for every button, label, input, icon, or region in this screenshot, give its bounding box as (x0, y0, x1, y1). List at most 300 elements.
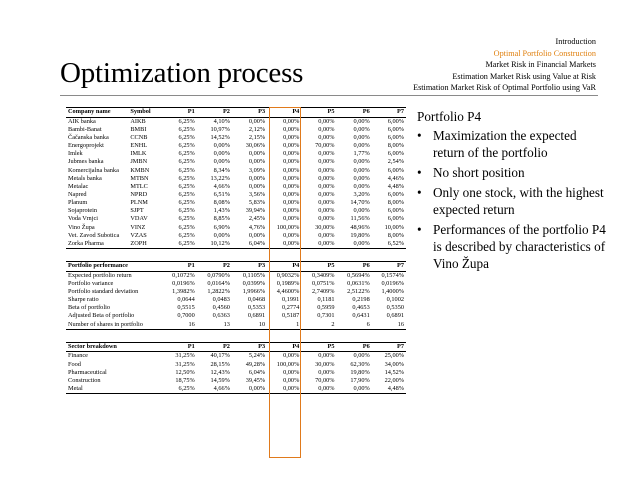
sector-row (66, 352, 406, 361)
table-cell: 0,00% (248, 231, 266, 239)
table-cell: 6,25% (163, 240, 197, 249)
table-cell: 6,25% (178, 117, 195, 125)
nav-item-1[interactable]: Introduction (555, 37, 596, 46)
table-cell: 11,56% (350, 215, 370, 223)
bullet-item (417, 127, 607, 161)
table-cell: 6,00% (387, 133, 404, 141)
table-cell: Vet. Zavod Subotica (68, 231, 120, 239)
table-cell: 0,00% (283, 199, 300, 207)
table-cell: 8,85% (213, 215, 230, 223)
table-cell (128, 304, 162, 312)
table-cell: 0,0483 (212, 296, 230, 304)
table-cell: 8,34% (213, 166, 230, 174)
table-cell: Bambi-Banat (68, 125, 102, 133)
table-cell: P7 (372, 342, 406, 352)
table-cell: 100,00% (276, 223, 300, 231)
table-cell: 6,25% (178, 191, 195, 198)
table-cell: P1 (163, 108, 197, 118)
table-cell: Napred (68, 191, 87, 198)
table-cell: 22,00% (384, 376, 404, 384)
table-cell: 30,00% (315, 360, 335, 368)
table-cell: 0,00% (318, 125, 335, 133)
bullet-icon: • (417, 165, 422, 180)
table-cell: Expected portfolio return (68, 271, 132, 279)
table-cell: 0,1002 (386, 296, 404, 304)
table-cell: P3 (232, 262, 267, 272)
table-cell: 6,00% (387, 166, 404, 174)
slide-title: Optimization process (60, 57, 304, 89)
bullet-text: Maximization the expected return of the portfolio (433, 128, 577, 160)
table-cell: P7 (372, 262, 406, 272)
table-cell: 0,00% (283, 158, 300, 166)
table-cell: 17,90% (350, 376, 370, 384)
table-cell: Pharmaceutical (68, 368, 107, 376)
table-cell: 0,00% (353, 166, 370, 174)
table-cell (128, 361, 162, 369)
bullet-item (417, 164, 607, 181)
explanation-panel (417, 108, 607, 275)
table-row (66, 175, 406, 183)
table-cell: 30,00% (315, 223, 335, 231)
table-cell: 0,1181 (317, 296, 335, 304)
table-cell: 0,0164% (207, 279, 230, 287)
table-cell: 0,00% (318, 368, 335, 376)
table-cell: 0,1989% (276, 279, 300, 287)
table-cell: 0,00% (283, 376, 300, 384)
table-cell: 0,1072% (172, 271, 195, 279)
table-cell: 70,00% (315, 376, 335, 384)
table-cell: Sojaprotein (68, 207, 98, 215)
bullet-list (417, 127, 607, 272)
table-cell: P5 (301, 342, 336, 352)
table-cell: 6,90% (213, 223, 230, 231)
table-cell: 0,00% (213, 158, 230, 166)
table-cell (128, 296, 162, 304)
table-cell: 0,00% (283, 166, 300, 174)
table-cell: 18,75% (175, 376, 195, 384)
table-cell: 0,1574% (381, 271, 404, 279)
table-cell: 0,0196% (172, 279, 195, 287)
table-row (66, 134, 406, 142)
table-cell: Imlek (68, 150, 83, 158)
table-cell: P4 (267, 342, 301, 352)
table-cell: 5,83% (248, 199, 266, 207)
table-cell: ZOPH (128, 240, 162, 249)
table-cell: 0,1991 (282, 296, 300, 304)
table-cell: Adjusted Beta of portfolio (68, 312, 135, 320)
table-cell: P5 (301, 108, 336, 118)
sector-row (66, 377, 406, 385)
sector-row (66, 369, 406, 377)
table-cell: 0,00% (353, 158, 370, 166)
table-cell: 0,00% (301, 385, 336, 394)
table-cell: 0,0631% (347, 279, 370, 287)
table-cell: KMBN (130, 166, 150, 174)
table-cell: 4,66% (197, 385, 232, 394)
table-cell: 0,00% (283, 215, 300, 223)
table-cell (128, 280, 162, 288)
table-row (66, 158, 406, 166)
table-cell: 13,22% (210, 174, 230, 182)
table-cell: 19,80% (350, 368, 370, 376)
table-cell: 0,00% (283, 150, 300, 158)
table-cell: 6,25% (178, 174, 195, 182)
table-cell: 6,00% (387, 150, 404, 158)
table-cell: 0,00% (283, 125, 300, 133)
table-cell: 6,25% (178, 166, 195, 174)
table-cell: 0,0790% (207, 271, 230, 279)
table-cell: 0,5187 (282, 312, 300, 320)
table-row (66, 183, 406, 191)
table-cell: Metalac (68, 182, 89, 190)
table-cell: P2 (197, 342, 232, 352)
table-cell: 0,5515 (177, 304, 195, 312)
table-cell: 2 (301, 321, 336, 330)
table-cell: 0,00% (353, 133, 370, 141)
table-cell: 0,00% (353, 142, 370, 150)
table-cell: 14,52% (384, 368, 404, 376)
table-cell: 0,4560 (212, 304, 230, 312)
table-cell: 6,04% (232, 240, 267, 249)
table-cell: 0,2198 (352, 296, 370, 304)
panel-heading: Portfolio P4 (417, 109, 482, 124)
table-cell: 4,48% (372, 385, 406, 394)
table-cell: 4,76% (248, 223, 266, 231)
table-cell: 6,52% (372, 240, 406, 249)
table-cell: 0,00% (318, 191, 335, 198)
table-cell: 0,00% (248, 174, 266, 182)
table-cell: Voda Vrnjci (68, 215, 98, 223)
table-cell (128, 377, 162, 385)
table-cell: 0,7301 (317, 312, 335, 320)
table-cell: 0,00% (353, 125, 370, 133)
table-cell: P5 (301, 262, 336, 272)
table-cell: 0,00% (213, 142, 230, 150)
table-row (66, 167, 406, 175)
table-cell: 2,45% (248, 215, 266, 223)
table-spacer (66, 249, 406, 262)
table-cell: 0,00% (318, 174, 335, 182)
table-cell: 1,4000% (381, 288, 404, 295)
table-cell: 0,00% (283, 133, 300, 141)
table-cell: 12,43% (210, 368, 230, 376)
table-cell: 2,7409% (311, 288, 335, 295)
table-cell: Energoprojekt (68, 142, 104, 150)
section-navigation (306, 36, 596, 94)
table-cell: 10,00% (384, 223, 404, 231)
table-cell (128, 342, 162, 352)
performance-row (66, 321, 406, 330)
table-cell: 6,25% (163, 385, 197, 394)
table-cell: 4,4600% (276, 288, 300, 295)
table-cell: VINZ (130, 223, 146, 231)
table-cell: 40,17% (210, 352, 230, 360)
table-cell: 3,09% (248, 166, 266, 174)
table-cell: JMBN (130, 158, 148, 166)
bullet-text: Performances of the portfolio P4 is described by characteristics of Vino Župa (433, 222, 606, 271)
table-cell: P1 (163, 262, 197, 272)
table-cell: 0,00% (248, 182, 266, 190)
nav-item-3[interactable]: Market Risk in Financial Markets (485, 60, 596, 70)
table-cell: Construction (68, 376, 101, 384)
table-cell: MTBN (130, 174, 149, 182)
table-cell: 0,00% (283, 191, 300, 198)
table-cell: 6,00% (387, 215, 404, 223)
table-cell: 6 (337, 321, 372, 330)
table-cell (128, 271, 162, 280)
performance-row (66, 280, 406, 288)
table-cell: 8,00% (387, 142, 404, 150)
table-cell: Company name (66, 108, 128, 118)
table-cell: P6 (337, 108, 372, 118)
bullet-text: Only one stock, with the highest expected return (433, 185, 604, 217)
table-cell (128, 262, 162, 272)
performance-row (66, 312, 406, 320)
table-cell (128, 369, 162, 377)
table-cell: 0,00% (283, 231, 300, 239)
table-cell: 0,00% (337, 240, 372, 249)
table-cell: 6,25% (178, 125, 195, 133)
table-cell: 0,00% (353, 207, 370, 215)
table-cell: P2 (197, 108, 232, 118)
bullet-item (417, 184, 607, 218)
performance-row (66, 296, 406, 304)
table-cell: Beta of portfolio (68, 304, 110, 312)
table-cell: 0,0468 (247, 296, 266, 304)
table-cell: 0,6891 (386, 312, 404, 320)
table-cell: 0,3409% (311, 271, 335, 279)
table-cell: 0,00% (318, 117, 335, 125)
table-cell: 0,00% (353, 117, 370, 125)
table-cell: 100,00% (276, 360, 300, 368)
table-cell: 0,00% (318, 199, 335, 207)
table-cell: 6,25% (178, 133, 195, 141)
table-cell: P4 (267, 108, 301, 118)
table-cell: 0,2774 (282, 304, 300, 312)
table-cell: 0,00% (283, 174, 300, 182)
table-cell: 5,24% (248, 352, 266, 360)
table-cell: 0,1105% (242, 271, 266, 279)
table-cell: 6,00% (387, 191, 404, 198)
table-cell: 0,00% (283, 182, 300, 190)
table-cell: 6,00% (387, 207, 404, 215)
table-cell: 0,00% (232, 385, 267, 394)
performance-row (66, 304, 406, 312)
table-cell: 6,25% (178, 231, 195, 239)
table-cell: 19,80% (350, 231, 370, 239)
table-cell: 30,06% (245, 142, 266, 150)
table-cell: Sharpe ratio (68, 296, 99, 304)
table-cell: IMLK (130, 150, 147, 158)
table-row (66, 117, 406, 126)
table-cell: 0,00% (283, 117, 300, 125)
table-cell: 0,00% (283, 207, 300, 215)
table-row (66, 142, 406, 150)
table-cell: 0,9032% (276, 271, 300, 279)
table-cell: P7 (372, 108, 406, 118)
table-cell: 10 (232, 321, 267, 330)
table-cell: PLNM (130, 199, 148, 207)
table-row (66, 232, 406, 240)
table-cell: 0,00% (318, 166, 335, 174)
performance-row (66, 288, 406, 296)
table-cell: 14,70% (350, 199, 370, 207)
title-divider (60, 95, 598, 96)
table-row (66, 126, 406, 134)
table-cell: 0,7000 (177, 312, 195, 320)
nav-item-2[interactable]: Optimal Portfolio Construction (493, 48, 596, 58)
table-cell: 0,00% (318, 207, 335, 215)
table-cell: 0,0644 (177, 296, 195, 304)
table-cell: P4 (267, 262, 301, 272)
table-cell: 2,12% (248, 125, 266, 133)
table-cell: 0,00% (213, 231, 230, 239)
table-row (66, 207, 406, 215)
bullet-icon: • (417, 222, 422, 237)
table-cell: 6,25% (178, 199, 195, 207)
sector-row (66, 385, 406, 394)
table-cell: P6 (337, 262, 372, 272)
table-cell: 0,5694% (347, 271, 370, 279)
table-cell: 6,25% (178, 207, 195, 215)
table-cell: 0,6431 (352, 312, 370, 320)
table-cell: 0,0751% (311, 279, 335, 287)
table-cell: Metal (66, 385, 128, 394)
table-row (66, 199, 406, 207)
table-row (66, 240, 406, 249)
table-cell: 1,9966% (242, 288, 266, 295)
table-cell: Planum (68, 199, 88, 207)
table-cell: P1 (163, 342, 197, 352)
table-cell: 16 (372, 321, 406, 330)
table-cell: 0,00% (337, 385, 372, 394)
table-cell: Food (68, 360, 81, 368)
table-cell: 6,25% (178, 150, 195, 158)
table-cell: 8,08% (213, 199, 230, 207)
table-cell: 0,00% (318, 182, 335, 190)
table-cell: 0,5959 (317, 304, 335, 312)
table-cell: P2 (197, 262, 232, 272)
table-cell: 4,48% (387, 182, 404, 190)
table-cell: 0,00% (318, 352, 335, 360)
table-cell: P3 (232, 342, 267, 352)
table-cell: 0,5350 (386, 304, 404, 312)
table-cell: 0,00% (318, 133, 335, 141)
table-row (66, 150, 406, 158)
table-cell: 0,00% (353, 182, 370, 190)
table-cell: AIKB (130, 117, 146, 125)
table-cell: P3 (232, 108, 267, 118)
table-cell: BMBI (130, 125, 147, 133)
table-cell: 6,00% (387, 117, 404, 125)
table-cell: Vino Župa (68, 223, 95, 231)
table-cell: MTLC (130, 182, 148, 190)
table-cell: 0,0196% (381, 279, 404, 287)
table-row (66, 224, 406, 232)
table-cell: SJPT (130, 207, 144, 215)
table-cell: 16 (163, 321, 197, 330)
table-cell: 28,15% (210, 360, 230, 368)
portfolio-table (66, 107, 406, 394)
table-cell: 0,00% (267, 240, 301, 249)
table-cell: NPRD (130, 191, 148, 198)
table-cell: 8,00% (387, 199, 404, 207)
table-cell: 0,00% (318, 231, 335, 239)
table-cell: 39,45% (245, 376, 266, 384)
table-cell: Finance (68, 352, 88, 360)
table-cell: 0,0399% (242, 279, 266, 287)
table-cell: Portfolio performance (68, 262, 128, 270)
table-cell: 0,00% (248, 150, 266, 158)
table-cell: 0,00% (283, 352, 300, 360)
table-cell: 1,43% (213, 207, 230, 215)
table-cell: 1,77% (353, 150, 370, 158)
table-cell (128, 352, 162, 361)
table-cell: 2,5122% (347, 288, 370, 295)
table-cell: AIK banka (68, 117, 96, 125)
table-cell: Sector breakdown (66, 342, 128, 352)
table-cell: 39,94% (245, 207, 266, 215)
table-cell: ENHL (130, 142, 148, 150)
table-cell: 1,2822% (207, 288, 230, 295)
table-cell: 34,00% (384, 360, 404, 368)
nav-item-4[interactable]: Estimation Market Risk using Value at Risk (452, 71, 596, 81)
table-cell: 14,52% (210, 133, 230, 141)
table-cell: 25,00% (384, 352, 404, 360)
table-cell: P6 (337, 342, 372, 352)
table-cell: 8,00% (387, 231, 404, 239)
table-cell: 0,00% (318, 158, 335, 166)
table-cell: 6,51% (213, 191, 230, 198)
table-cell: 4,46% (387, 174, 404, 182)
table-cell: 0,00% (301, 240, 336, 249)
table-cell: 1,3982% (172, 288, 195, 295)
bullet-item (417, 221, 607, 272)
table-row (66, 215, 406, 223)
table-cell: 0,6891 (247, 312, 266, 320)
table-cell: VDAV (130, 215, 148, 223)
table-cell: 2,15% (248, 133, 266, 141)
table-cell: 6,04% (248, 368, 266, 376)
table-cell: 12,50% (175, 368, 195, 376)
table-cell: 0,00% (213, 150, 230, 158)
table-cell: 6,00% (387, 125, 404, 133)
table-cell: 0,00% (353, 352, 370, 360)
table-cell: 0,00% (353, 174, 370, 182)
sector-row (66, 361, 406, 369)
table-cell: 10,12% (197, 240, 232, 249)
table-cell: 62,30% (350, 360, 370, 368)
table-cell: 4,10% (213, 117, 230, 125)
table-cell: 14,59% (210, 376, 230, 384)
table-cell: 6,25% (178, 158, 195, 166)
nav-item-5[interactable]: Estimation Market Risk of Optimal Portfolio using VaR (413, 83, 596, 93)
table-cell: Number of shares in portfolio (68, 320, 143, 328)
table-cell: Čačanska banka (68, 133, 109, 141)
performance-header-row (66, 262, 406, 272)
table-cell: CCNB (130, 133, 148, 141)
table-cell: Portfolio standard deviation (68, 288, 139, 295)
table-cell: 6,25% (178, 223, 195, 231)
table-cell: 6,25% (178, 142, 195, 150)
sector-header-row (66, 342, 406, 352)
table-cell: Zorka Pharma (66, 240, 128, 249)
table-cell: 0,00% (267, 385, 301, 394)
table-cell: 70,00% (315, 142, 335, 150)
table-cell: 0,00% (283, 142, 300, 150)
table-cell: 31,25% (175, 360, 195, 368)
table-cell: 10,97% (210, 125, 230, 133)
